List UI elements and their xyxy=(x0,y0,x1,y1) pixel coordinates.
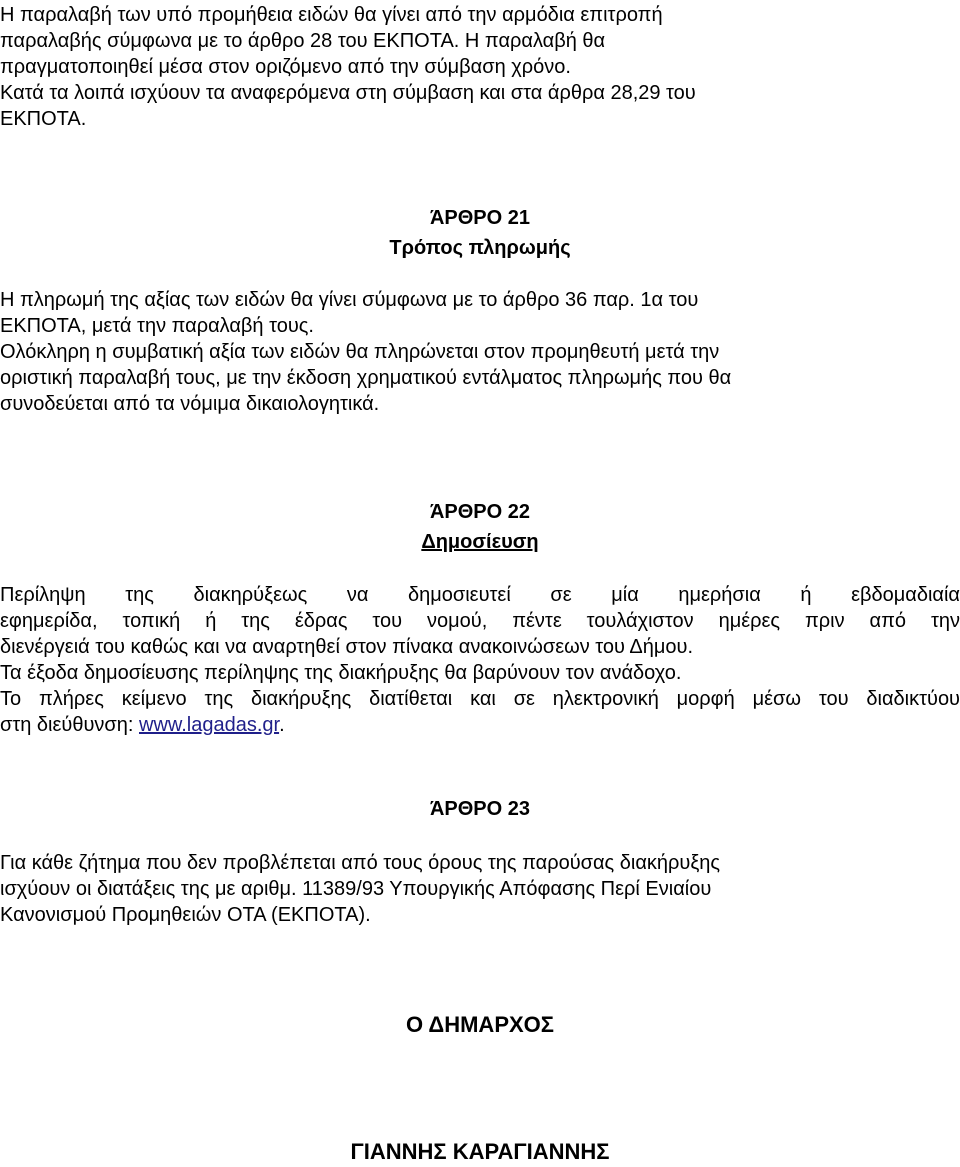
article-21-line: Η πληρωμή της αξίας των ειδών θα γίνει σύμφωνα με το άρθρο 36 παρ. 1α του xyxy=(0,289,699,311)
article-21-title: Τρόπος πληρωμής xyxy=(389,237,571,259)
intro-section xyxy=(0,2,960,132)
intro-line: Η παραλαβή των υπό προμήθεια ειδών θα γίνει από την αρμόδια επιτροπή xyxy=(0,4,663,26)
website-link[interactable]: www.lagadas.gr xyxy=(139,714,280,736)
article-21-line: συνοδεύεται από τα νόμιμα δικαιολογητικά. xyxy=(0,393,380,415)
intro-line: ΕΚΠΟΤΑ. xyxy=(0,108,87,130)
article-21-body xyxy=(0,287,960,417)
intro-line: Κατά τα λοιπά ισχύουν τα αναφερόμενα στη σύμβαση και στα άρθρα 28,29 του xyxy=(0,82,696,104)
article-22-body xyxy=(0,582,960,738)
address-suffix: . xyxy=(279,714,285,736)
article-21-number: ΆΡΘΡΟ 21 xyxy=(429,207,531,229)
article-22-para2: Τα έξοδα δημοσίευσης περίληψης της διακήρυξης θα βαρύνουν τον ανάδοχο. xyxy=(0,662,682,684)
article-22-para3-address xyxy=(0,712,960,738)
article-21-heading xyxy=(0,203,960,263)
article-22-para3-line: Το πλήρες κείμενο της διακήρυξης διατίθεται και σε ηλεκτρονική μορφή μέσω του διαδικτύου xyxy=(0,688,960,710)
article-23-line: Για κάθε ζήτημα που δεν προβλέπεται από τους όρους της παρούσας διακήρυξης xyxy=(0,852,721,874)
article-23-body xyxy=(0,850,960,928)
intro-line: πραγματοποιηθεί μέσα στον οριζόμενο από την σύμβαση χρόνο. xyxy=(0,56,571,78)
article-23-heading xyxy=(0,794,960,824)
signature-role-block xyxy=(0,1010,960,1040)
article-22-heading xyxy=(0,497,960,557)
article-22-para1-line: Περίληψη της διακηρύξεως να δημοσιευτεί σε μία ημερήσια ή εβδομαδιαία xyxy=(0,584,960,606)
article-23-line: ισχύουν οι διατάξεις της με αριθμ. 11389/93 Υπουργικής Απόφασης Περί Ενιαίου xyxy=(0,878,712,900)
article-22-title: Δημοσίευση xyxy=(421,531,539,553)
article-23-line: Κανονισμού Προμηθειών ΟΤΑ (ΕΚΠΟΤΑ). xyxy=(0,904,371,926)
article-23-number: ΆΡΘΡΟ 23 xyxy=(429,798,531,820)
intro-line: παραλαβής σύμφωνα με το άρθρο 28 του ΕΚΠΟΤΑ. Η παραλαβή θα xyxy=(0,30,606,52)
signature-role: Ο ΔΗΜΑΡΧΟΣ xyxy=(406,1012,554,1037)
signature-name: ΓΙΑΝΝΗΣ ΚΑΡΑΓΙΑΝΝΗΣ xyxy=(350,1139,610,1164)
address-prefix: στη διεύθυνση: xyxy=(0,714,139,736)
article-22-para1-line: διενέργειά του καθώς και να αναρτηθεί στον πίνακα ανακοινώσεων του Δήμου. xyxy=(0,636,694,658)
signature-name-block xyxy=(0,1137,960,1167)
article-22-para1-line: εφημερίδα, τοπική ή της έδρας του νομού, πέντε τουλάχιστον ημέρες πριν από την xyxy=(0,610,960,632)
article-21-line: Ολόκληρη η συμβατική αξία των ειδών θα πληρώνεται στον προμηθευτή μετά την xyxy=(0,341,720,363)
article-22-number: ΆΡΘΡΟ 22 xyxy=(429,501,531,523)
article-21-line: ΕΚΠΟΤΑ, μετά την παραλαβή τους. xyxy=(0,315,314,337)
article-21-line: οριστική παραλαβή τους, με την έκδοση χρηματικού εντάλματος πληρωμής που θα xyxy=(0,367,732,389)
